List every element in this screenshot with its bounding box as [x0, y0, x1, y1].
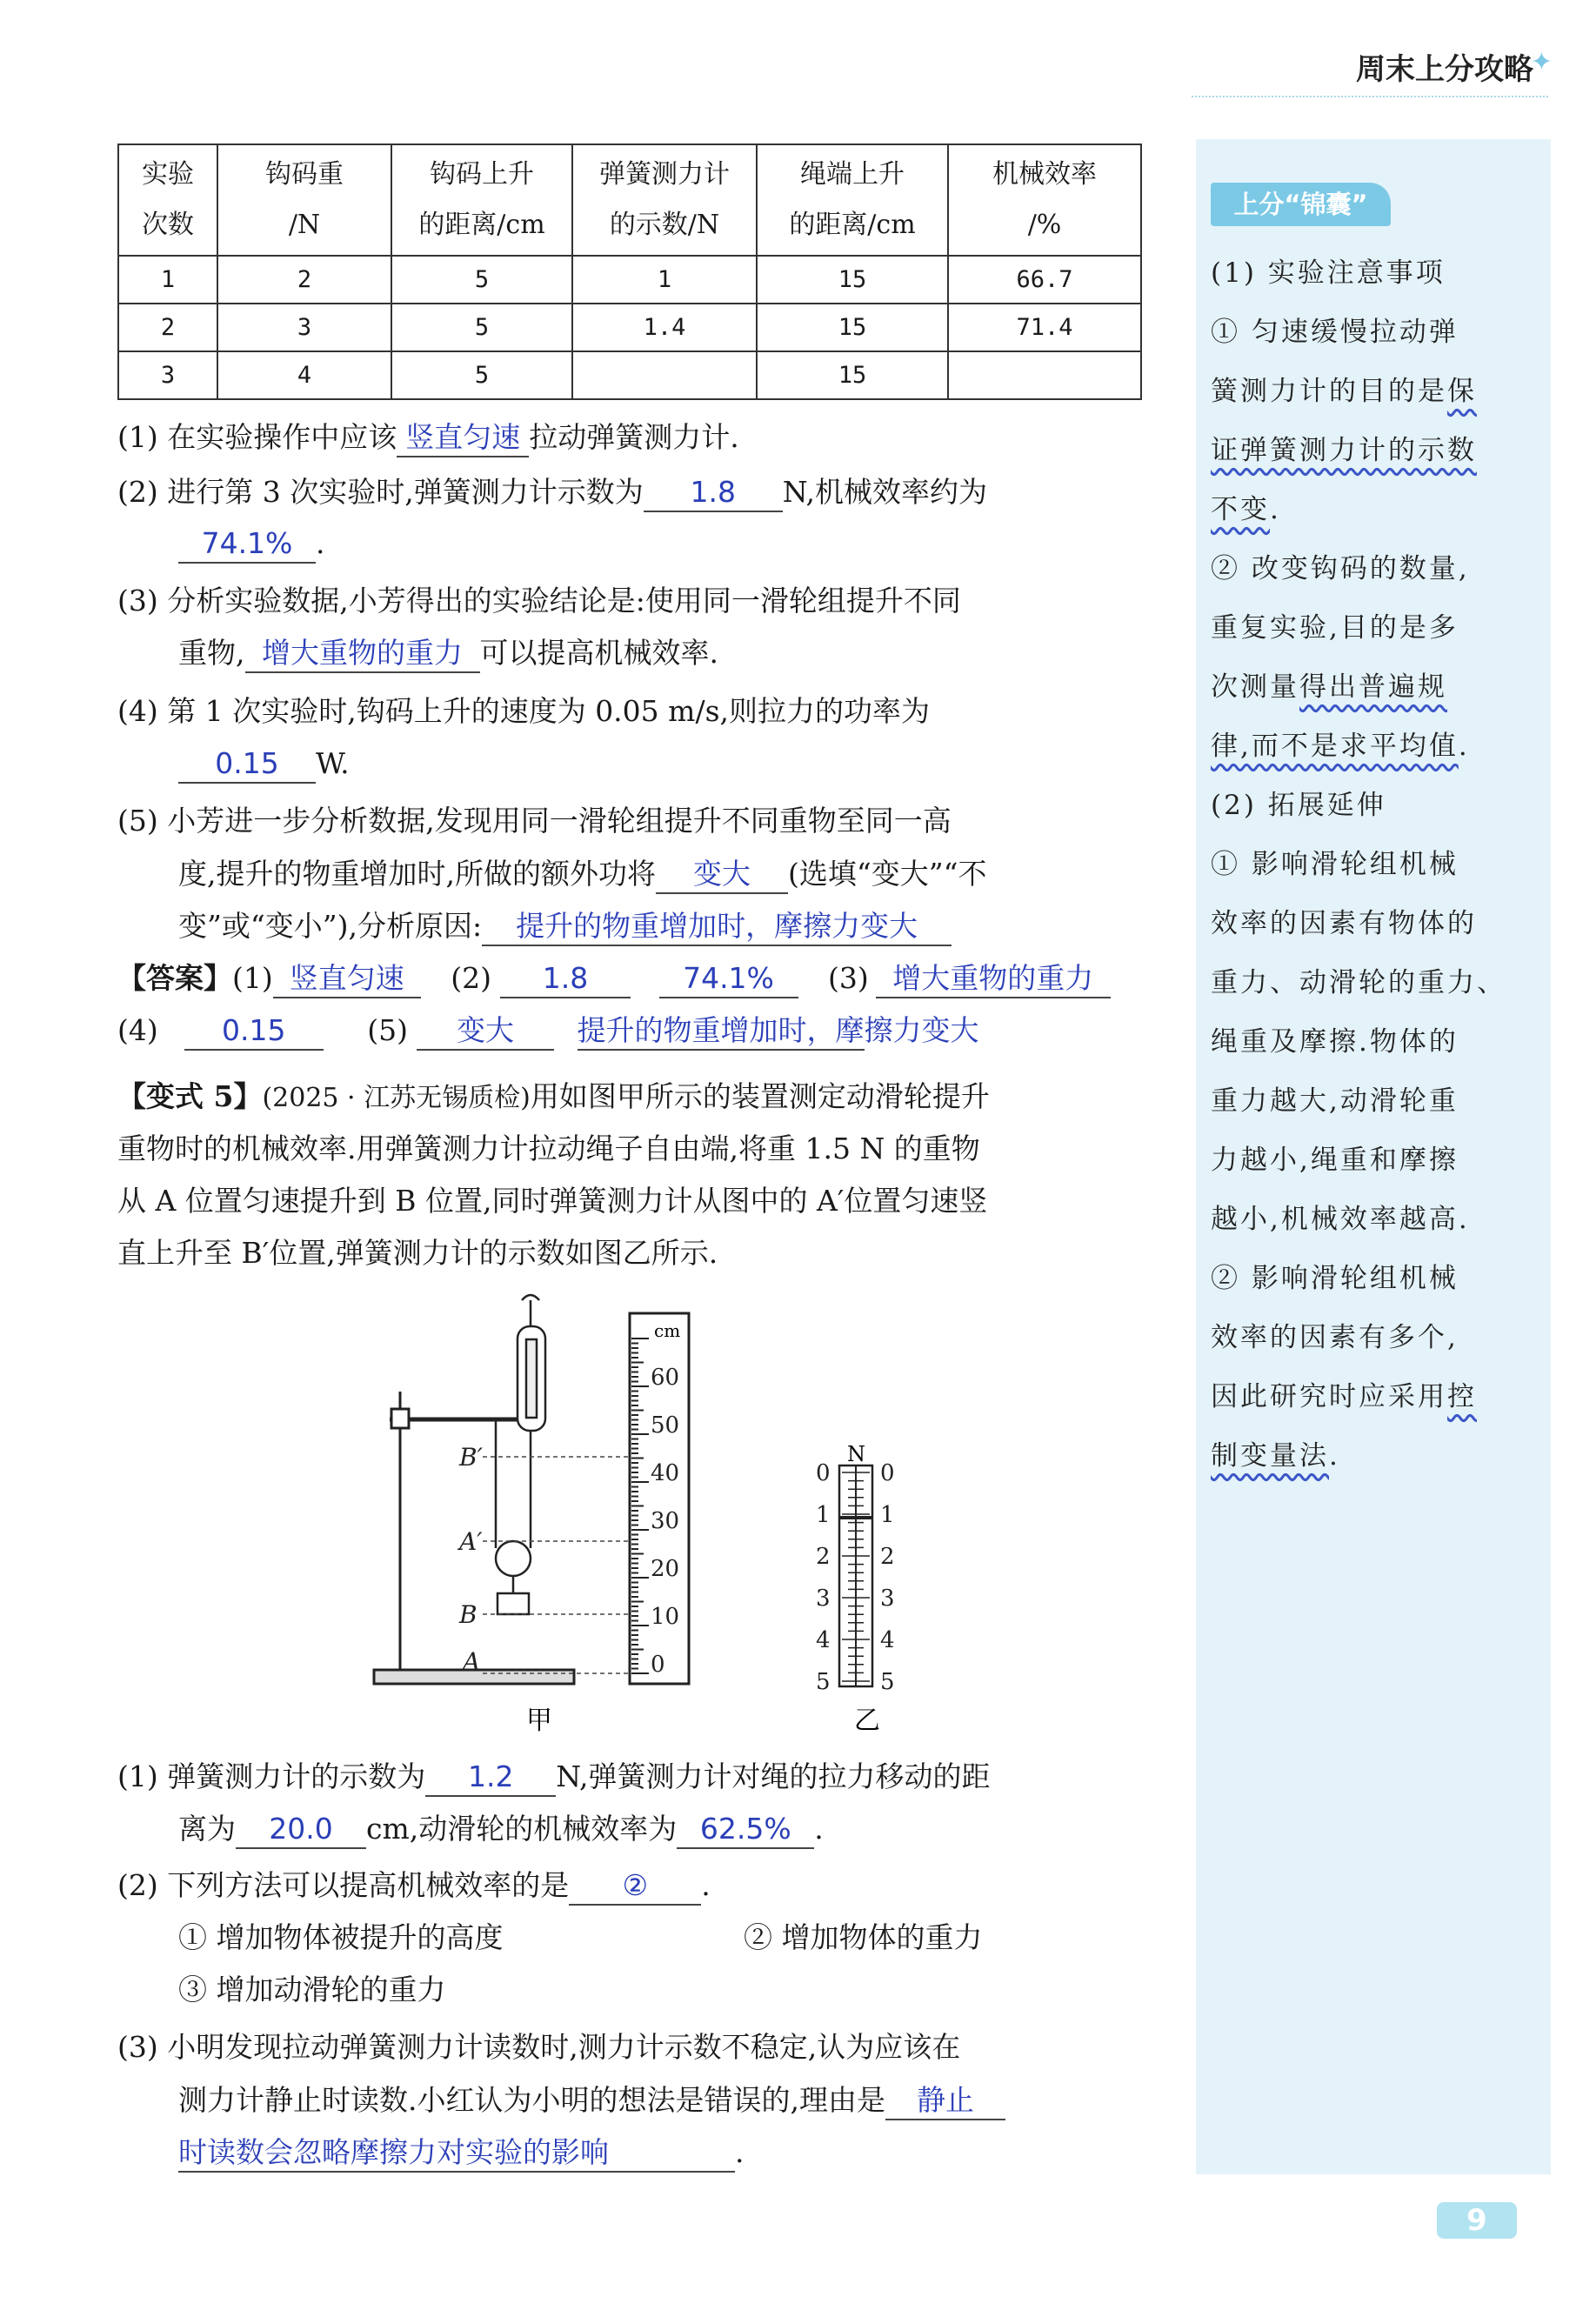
table-header: 钩码上升 的距离/cm [391, 144, 572, 256]
question-5-cont: 度,提升的物重增加时,所做的额外功将 变大 (选填“变大”“不 [178, 852, 986, 896]
gauge-label-right: 4 [880, 1627, 895, 1653]
variant-question-1-cont: 离为 20.0 cm,动滑轮的机械效率为 62.5% . [178, 1807, 824, 1851]
handwritten-answer: 20.0 [269, 1812, 333, 1846]
ruler-tick-label: 50 [651, 1412, 680, 1439]
handwritten-answer: 0.15 [222, 1013, 286, 1047]
variant-question-3-cont2: 时读数会忽略摩擦力对实验的影响 . [178, 2131, 745, 2174]
ruler-tick-label: 30 [651, 1508, 680, 1534]
gauge-label-left: 0 [816, 1460, 831, 1486]
handwritten-answer: 变大 [457, 1013, 514, 1047]
handwritten-answer: ② [622, 1868, 649, 1902]
table-cell: 3 [217, 304, 391, 351]
option-2: ② 增加物体的重力 [744, 1920, 983, 1954]
handwritten-answer: 1.2 [467, 1759, 514, 1793]
gauge-label-right: 5 [880, 1669, 895, 1695]
table-cell: 4 [217, 351, 391, 399]
rope-and-pulley [496, 1419, 531, 1614]
spring-scale [518, 1295, 545, 1461]
gauge-label-left: 4 [816, 1627, 831, 1653]
variant-text: 从 A 位置匀速提升到 B 位置,同时弹簧测力计从图中的 A′位置匀速竖 [117, 1184, 988, 1218]
variant-heading: 【变式 5】(2025 · 江苏无锡质检)用如图甲所示的装置测定动滑轮提升 [117, 1079, 990, 1113]
spring-gauge [816, 1442, 895, 1695]
variant-text: 重物时的机械效率.用弹簧测力计拉动绳子自由端,将重 1.5 N 的重物 [117, 1132, 980, 1165]
handwritten-answer: 增大重物的重力 [262, 636, 463, 670]
table-cell: 2 [118, 304, 217, 351]
answer-line-1: 【答案】(1) 竖直匀速 (2) 1.8 74.1% (3) 增大重物的重力 [117, 957, 1111, 1000]
variant-question-3-cont: 测力计静止时读数.小红认为小明的想法是错误的,理由是 静止 [178, 2079, 1005, 2122]
ruler-tick-label: 40 [651, 1460, 680, 1486]
gauge-label-left: 1 [816, 1502, 831, 1528]
gauge-label-right: 2 [880, 1544, 895, 1570]
handwritten-answer: 74.1% [201, 526, 293, 560]
label-a-prime: A′ [459, 1527, 483, 1556]
variant-text: 直上升至 B′位置,弹簧测力计的示数如图乙所示. [117, 1236, 718, 1270]
question-3-cont: 重物, 增大重物的重力 可以提高机械效率. [178, 631, 718, 675]
table-cell: 71.4 [948, 304, 1141, 351]
caption-jia: 甲 [526, 1706, 552, 1736]
table-header: 绳端上升 的距离/cm [757, 144, 948, 256]
page-header-title: 周末上分攻略 [1356, 52, 1533, 87]
table-cell: 15 [757, 304, 948, 351]
table-header: 钩码重 /N [217, 144, 391, 256]
question-2: (2) 进行第 3 次实验时,弹簧测力计示数为 1.8 N,机械效率约为 [117, 471, 987, 514]
table-cell: 5 [391, 256, 572, 304]
handwritten-answer: 竖直匀速 [289, 961, 404, 995]
question-5-cont2: 变”或“变小”),分析原因: 提升的物重增加时，摩擦力变大 [178, 905, 952, 948]
answer-line-2: (4) 0.15 (5) 变大 提升的物重增加时，摩擦力变大 [117, 1009, 865, 1052]
header-divider [1192, 96, 1548, 97]
question-5: (5) 小芳进一步分析数据,发现用同一滑轮组提升不同重物至同一高 [117, 804, 952, 838]
question-3: (3) 分析实验数据,小芳得出的实验结论是:使用同一滑轮组提升不同 [117, 584, 961, 618]
table-header: 机械效率 /% [948, 144, 1141, 256]
gauge-label-left: 3 [816, 1586, 831, 1612]
handwritten-answer: 静止 [916, 2083, 974, 2117]
gauge-label-right: 3 [880, 1586, 895, 1612]
apparatus-figure [365, 1287, 974, 1739]
handwritten-answer: 提升的物重增加时，摩擦力变大 [516, 909, 918, 943]
ruler-tick-label: 0 [651, 1652, 665, 1678]
handwritten-answer: 0.15 [215, 746, 279, 780]
gauge-label-right: 0 [880, 1460, 895, 1486]
handwritten-answer: 增大重物的重力 [892, 961, 1094, 995]
experiment-table [117, 144, 1142, 400]
handwritten-answer: 竖直匀速 [405, 420, 521, 454]
handwritten-answer: 62.5% [699, 1812, 791, 1846]
ruler-tick-label: 10 [651, 1604, 680, 1630]
table-cell: 66.7 [948, 256, 1141, 304]
variant-question-3: (3) 小明发现拉动弹簧测力计读数时,测力计示数不稳定,认为应该在 [117, 2030, 961, 2064]
ruler-tick-label: 20 [651, 1556, 680, 1582]
question-4-cont: 0.15 W. [178, 742, 350, 785]
table-row [118, 351, 1141, 399]
question-2-cont: 74.1% . [178, 522, 325, 565]
gauge-label-left: 5 [816, 1669, 831, 1695]
ruler [630, 1313, 689, 1684]
table-header: 实验 次数 [118, 144, 217, 256]
page-number: 9 [1437, 2202, 1517, 2239]
label-a: A [463, 1647, 481, 1676]
table-cell: 1 [572, 256, 757, 304]
handwritten-answer: 时读数会忽略摩擦力对实验的影响 [178, 2135, 609, 2169]
gauge-pointer [839, 1516, 872, 1519]
table-row [118, 256, 1141, 304]
question-1: (1) 在实验操作中应该 竖直匀速 拉动弹簧测力计. [117, 416, 739, 459]
gauge-label-left: 2 [816, 1544, 831, 1570]
question-4: (4) 第 1 次实验时,钩码上升的速度为 0.05 m/s,则拉力的功率为 [117, 694, 930, 728]
table-cell: 5 [391, 304, 572, 351]
handwritten-answer: 变大 [692, 857, 751, 891]
ruler-tick-label: 60 [651, 1365, 680, 1391]
table-row [118, 304, 1141, 351]
table-cell: 3 [118, 351, 217, 399]
table-header: 弹簧测力计 的示数/N [572, 144, 757, 256]
gauge-unit: N [847, 1442, 865, 1466]
handwritten-answer: 74.1% [683, 961, 774, 995]
option-1: ① 增加物体被提升的高度 [178, 1920, 504, 1954]
option-3: ③ 增加动滑轮的重力 [178, 1973, 446, 2006]
handwritten-answer: 1.8 [690, 475, 736, 509]
gauge-label-right: 1 [880, 1502, 895, 1528]
variant-question-1: (1) 弹簧测力计的示数为 1.2 N,弹簧测力计对绳的拉力移动的距 [117, 1755, 991, 1799]
sidebar-tips: (1) 实验注意事项 ① 匀速缓慢拉动弹 簧测力计的目的是保 证弹簧测力计的示数 不变. ② 改变钩码的数量, 重复实验,目的是多 次测量得出普遍规 律,而不是求平均值. (2) 拓展延伸 ① 影响滑轮组机械 效率的因素有物体的 重力、动滑轮的重力、 绳重及摩擦.物体的 重力越大,动滑轮重 力越小,绳重和摩擦 越小,机械效率越高. ② 影响滑轮组机械 效率的因素有多个, 因此研究时应采用控 制变量法. [1211, 257, 1506, 1472]
label-b-prime: B′ [459, 1443, 483, 1472]
table-cell: 15 [757, 256, 948, 304]
table-cell: 2 [217, 256, 391, 304]
table-cell: 5 [391, 351, 572, 399]
sidebar-tag: 上分“锦囊” [1211, 183, 1391, 226]
caption-yi: 乙 [854, 1706, 880, 1736]
handwritten-answer: 提升的物重增加时，摩擦力变大 [577, 1013, 979, 1047]
label-b: B [459, 1600, 477, 1629]
table-cell [572, 351, 757, 399]
table-cell [948, 351, 1141, 399]
handwritten-answer: 1.8 [542, 961, 589, 995]
sparkle-icon: ✦ [1530, 47, 1553, 77]
table-cell: 15 [757, 351, 948, 399]
variant-question-2: (2) 下列方法可以提高机械效率的是 ② . [117, 1864, 711, 1907]
ruler-unit: cm [654, 1320, 681, 1341]
table-cell: 1 [118, 256, 217, 304]
table-cell: 1.4 [572, 304, 757, 351]
